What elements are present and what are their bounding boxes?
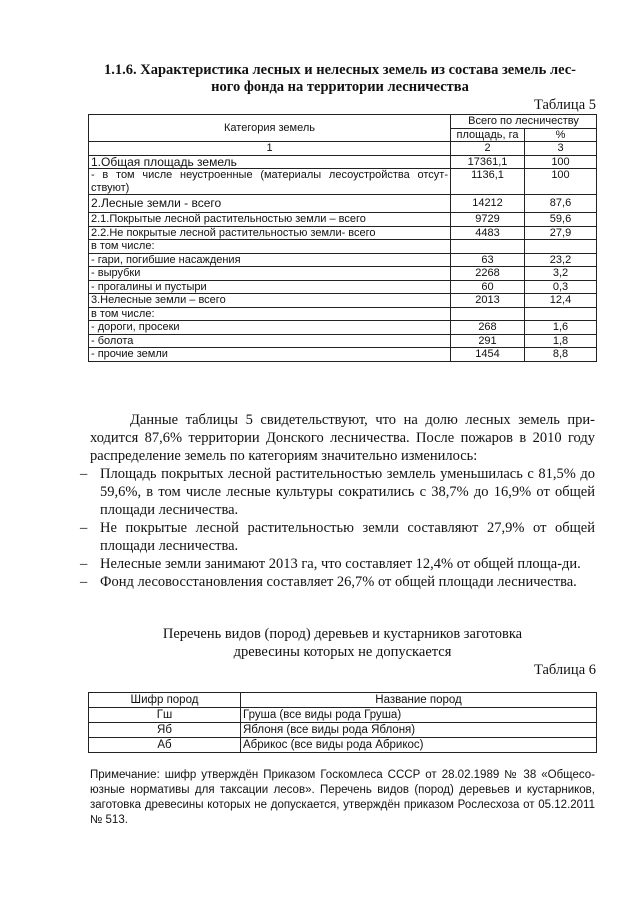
- table-row: [89, 738, 597, 753]
- table6-caption: Таблица 6: [533, 662, 596, 678]
- row-percent: 59,6: [525, 213, 597, 227]
- species-list-title-line2: древесины которых не допускается: [233, 644, 452, 660]
- header-percent: %: [525, 128, 597, 142]
- table-row: [89, 226, 597, 240]
- row-label: в том числе:: [89, 240, 451, 254]
- row-label: - прогалины и пустыри: [89, 280, 451, 294]
- row-area: 2013: [451, 294, 525, 308]
- row-label: - дороги, просеки: [89, 321, 451, 335]
- bullet-text: Нелесные земли занимают 2013 га, что составляет 12,4% от общей площа-ди.: [100, 556, 581, 572]
- row-label: 3.Нелесные земли – всего: [89, 294, 451, 308]
- header-area: площадь, га: [451, 128, 525, 142]
- row-area: [451, 240, 525, 254]
- table-row: [89, 321, 597, 335]
- row-label: - прочие земли: [89, 348, 451, 362]
- row-percent: 100: [525, 155, 597, 169]
- list-item: – Не покрытые лесной растительностью земли составляют 27,9% от общей площади лесничества.: [80, 520, 595, 554]
- land-category-table: [88, 114, 597, 362]
- table-row: [89, 708, 597, 723]
- header-name: Название пород: [241, 693, 597, 708]
- species-code: Аб: [89, 738, 241, 753]
- header-total: Всего по лесничеству: [451, 115, 597, 129]
- species-name: Абрикос (все виды рода Абрикос): [241, 738, 597, 753]
- row-percent: 3,2: [525, 267, 597, 281]
- bullet-list: [80, 465, 595, 591]
- body-paragraph: Данные таблицы 5 свидетельствуют, что на долю лесных земель при-ходится 87,6% территории Донского лесничества. После пожаров в 2010 году распределение земель по категориям значительно изменилось:: [90, 412, 595, 464]
- header-num1: 1: [89, 142, 451, 156]
- table-row: [89, 195, 597, 213]
- bullet-text: Фонд лесовосстановления составляет 26,7% от общей площади лесничества.: [100, 574, 577, 590]
- section-heading-line1: 1.1.6. Характеристика лесных и нелесных земель из состава земель лес-: [104, 62, 576, 78]
- table-row: [89, 294, 597, 308]
- species-list-title-line1: Перечень видов (пород) деревьев и кустарников заготовка: [162, 626, 523, 642]
- row-area: 60: [451, 280, 525, 294]
- header-category: Категория земель: [89, 115, 451, 142]
- footnote: Примечание: шифр утверждён Приказом Госкомлеса СССР от 28.02.1989 № 38 «Общесо-юзные нормативы для таксации лесов». Перечень видов (пород) деревьев и кустарников, заготовка древесины которых не допускается, утверждён приказом Рослесхоза от 05.12.2011 № 513.: [90, 769, 595, 826]
- row-label: - в том числе неустроенные (материалы лесоустройства отсут-ствуют): [89, 169, 451, 195]
- row-area: 14212: [451, 195, 525, 213]
- list-item: – Фонд лесовосстановления составляет 26,7% от общей площади лесничества.: [80, 574, 577, 590]
- table-row: [89, 307, 597, 321]
- row-area: 268: [451, 321, 525, 335]
- table-row: [89, 723, 597, 738]
- bullet-text: Не покрытые лесной растительностью земли составляют 27,9% от общей площади лесничества.: [100, 520, 595, 554]
- row-label: 2.2.Не покрытые лесной растительностью земли- всего: [89, 226, 451, 240]
- header-code: Шифр пород: [89, 693, 241, 708]
- row-area: [451, 307, 525, 321]
- table-row: [89, 334, 597, 348]
- table-row: [89, 348, 597, 362]
- row-percent: 27,9: [525, 226, 597, 240]
- table-row: [89, 155, 597, 169]
- table-row: [89, 280, 597, 294]
- row-area: 1136,1: [451, 169, 525, 195]
- species-list-title: [90, 625, 595, 661]
- row-percent: 87,6: [525, 195, 597, 213]
- row-label: 2.1.Покрытые лесной растительностью земли – всего: [89, 213, 451, 227]
- row-area: 63: [451, 253, 525, 267]
- species-code: Яб: [89, 723, 241, 738]
- section-heading: [80, 62, 600, 96]
- species-name: Груша (все виды рода Груша): [241, 708, 597, 723]
- row-percent: 23,2: [525, 253, 597, 267]
- species-name: Яблоня (все виды рода Яблоня): [241, 723, 597, 738]
- list-item: – Нелесные земли занимают 2013 га, что составляет 12,4% от общей площа-ди.: [80, 556, 581, 572]
- row-area: 2268: [451, 267, 525, 281]
- table-row: [89, 240, 597, 254]
- header-num2: 2: [451, 142, 525, 156]
- row-percent: [525, 307, 597, 321]
- species-code: Гш: [89, 708, 241, 723]
- table5-caption: Таблица 5: [533, 97, 596, 113]
- row-area: 9729: [451, 213, 525, 227]
- row-label: 2.Лесные земли - всего: [89, 195, 451, 213]
- table-row: [89, 213, 597, 227]
- row-percent: 1,6: [525, 321, 597, 335]
- row-percent: 1,8: [525, 334, 597, 348]
- row-percent: 8,8: [525, 348, 597, 362]
- row-area: 17361,1: [451, 155, 525, 169]
- table-row: [89, 267, 597, 281]
- row-label: - вырубки: [89, 267, 451, 281]
- table-row: [89, 253, 597, 267]
- list-item: – Площадь покрытых лесной растительностью землель уменьшилась с 81,5% до 59,6%, в том числе лесные культуры сократились с 38,7% до 16,9% от общей площади лесничества.: [80, 466, 595, 518]
- row-percent: [525, 240, 597, 254]
- row-area: 4483: [451, 226, 525, 240]
- row-area: 291: [451, 334, 525, 348]
- row-area: 1454: [451, 348, 525, 362]
- row-label: - гари, погибшие насаждения: [89, 253, 451, 267]
- species-table: [88, 692, 597, 753]
- row-label: - болота: [89, 334, 451, 348]
- row-label: 1.Общая площадь земель: [89, 155, 451, 169]
- row-percent: 100: [525, 169, 597, 195]
- bullet-text: Площадь покрытых лесной растительностью землель уменьшилась с 81,5% до 59,6%, в том числе лесные культуры сократились с 38,7% до 16,9% от общей площади лесничества.: [100, 466, 595, 518]
- row-percent: 0,3: [525, 280, 597, 294]
- header-num3: 3: [525, 142, 597, 156]
- table-row: [89, 169, 597, 195]
- row-label: в том числе:: [89, 307, 451, 321]
- row-percent: 12,4: [525, 294, 597, 308]
- section-heading-line2: ного фонда на территории лесничества: [211, 79, 469, 95]
